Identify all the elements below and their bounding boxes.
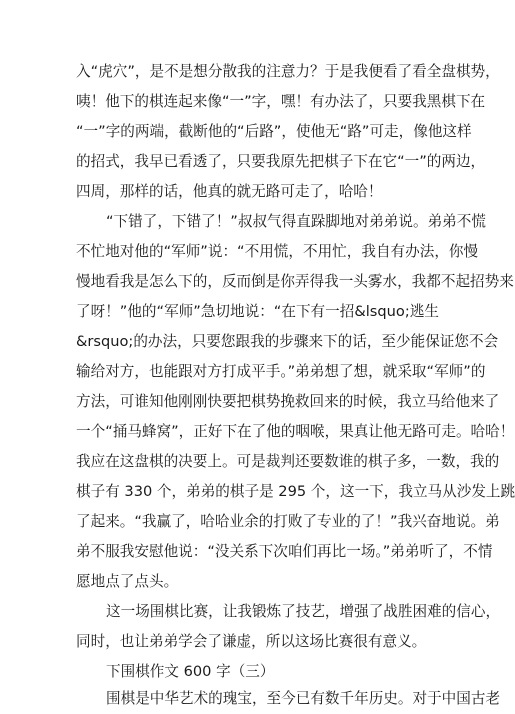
text-line: “下错了，下错了！”叔叔气得直跺脚地对弟弟说。弟弟不慌 bbox=[106, 213, 486, 230]
text-line: 了呀！”他的“军师”急切地说：“在下有一招&lsquo;逃生 bbox=[76, 303, 439, 320]
text-line: 咦！他下的棋连起来像“一”字，嘿！有办法了，只要我黑棋下在 bbox=[76, 93, 486, 110]
text-line: 入“虎穴”，是不是想分散我的注意力？于是我便看了看全盘棋势， bbox=[76, 63, 500, 80]
text-line: 棋子有 330 个，弟弟的棋子是 295 个，这一下，我立马从沙发上跳 bbox=[76, 483, 515, 500]
text-line: “一”字的两端，截断他的“后路”，使他无“路”可走，像他这样 bbox=[76, 123, 472, 140]
text-line: 了起来。“我赢了，哈哈业余的打败了专业的了！”我兴奋地说。弟 bbox=[76, 513, 500, 530]
text-line: 四周，那样的话，他真的就无路可走了，哈哈！ bbox=[76, 183, 383, 200]
text-line: 慢地看我是怎么下的，反而倒是你弄得我一头雾水，我都不起招势来 bbox=[76, 273, 514, 290]
text-line: 愿地点了点头。 bbox=[76, 573, 179, 590]
text-line: 一个“捅马蜂窝”，正好下在了他的咽喉，果真让他无路可走。哈哈！ bbox=[76, 423, 515, 440]
text-line: 同时，也让弟弟学会了谦虚，所以这场比赛很有意义。 bbox=[76, 633, 427, 650]
text-line: &rsquo;的办法，只要您跟我的步骤来下的话，至少能保证您不会 bbox=[76, 333, 499, 350]
text-line: 我应在这盘棋的决要上。可是裁判还要数谁的棋子多，一数，我的 bbox=[76, 453, 500, 470]
section-heading: 下围棋作文 600 字（三） bbox=[106, 663, 275, 680]
text-line: 这一场围棋比赛，让我锻炼了技艺，增强了战胜困难的信心， bbox=[106, 603, 501, 620]
text-line: 围棋是中华艺术的瑰宝，至今已有数千年历史。对于中国古老 bbox=[106, 690, 501, 707]
text-line: 弟不服我安慰他说：“没关系下次咱们再比一场。”弟弟听了，不情 bbox=[76, 543, 493, 560]
text-line: 的招式，我早已看透了，只要我原先把棋子下在它“一”的两边， bbox=[76, 153, 486, 170]
text-line: 输给对方，也能跟对方打成平手。”弟弟想了想，就采取“军师”的 bbox=[76, 363, 486, 380]
text-line: 不忙地对他的“军师”说：“不用慌，不用忙，我自有办法，你慢 bbox=[76, 243, 479, 260]
text-line: 方法，可谁知他刚刚快要把棋势挽救回来的时候，我立马给他来了 bbox=[76, 393, 500, 410]
